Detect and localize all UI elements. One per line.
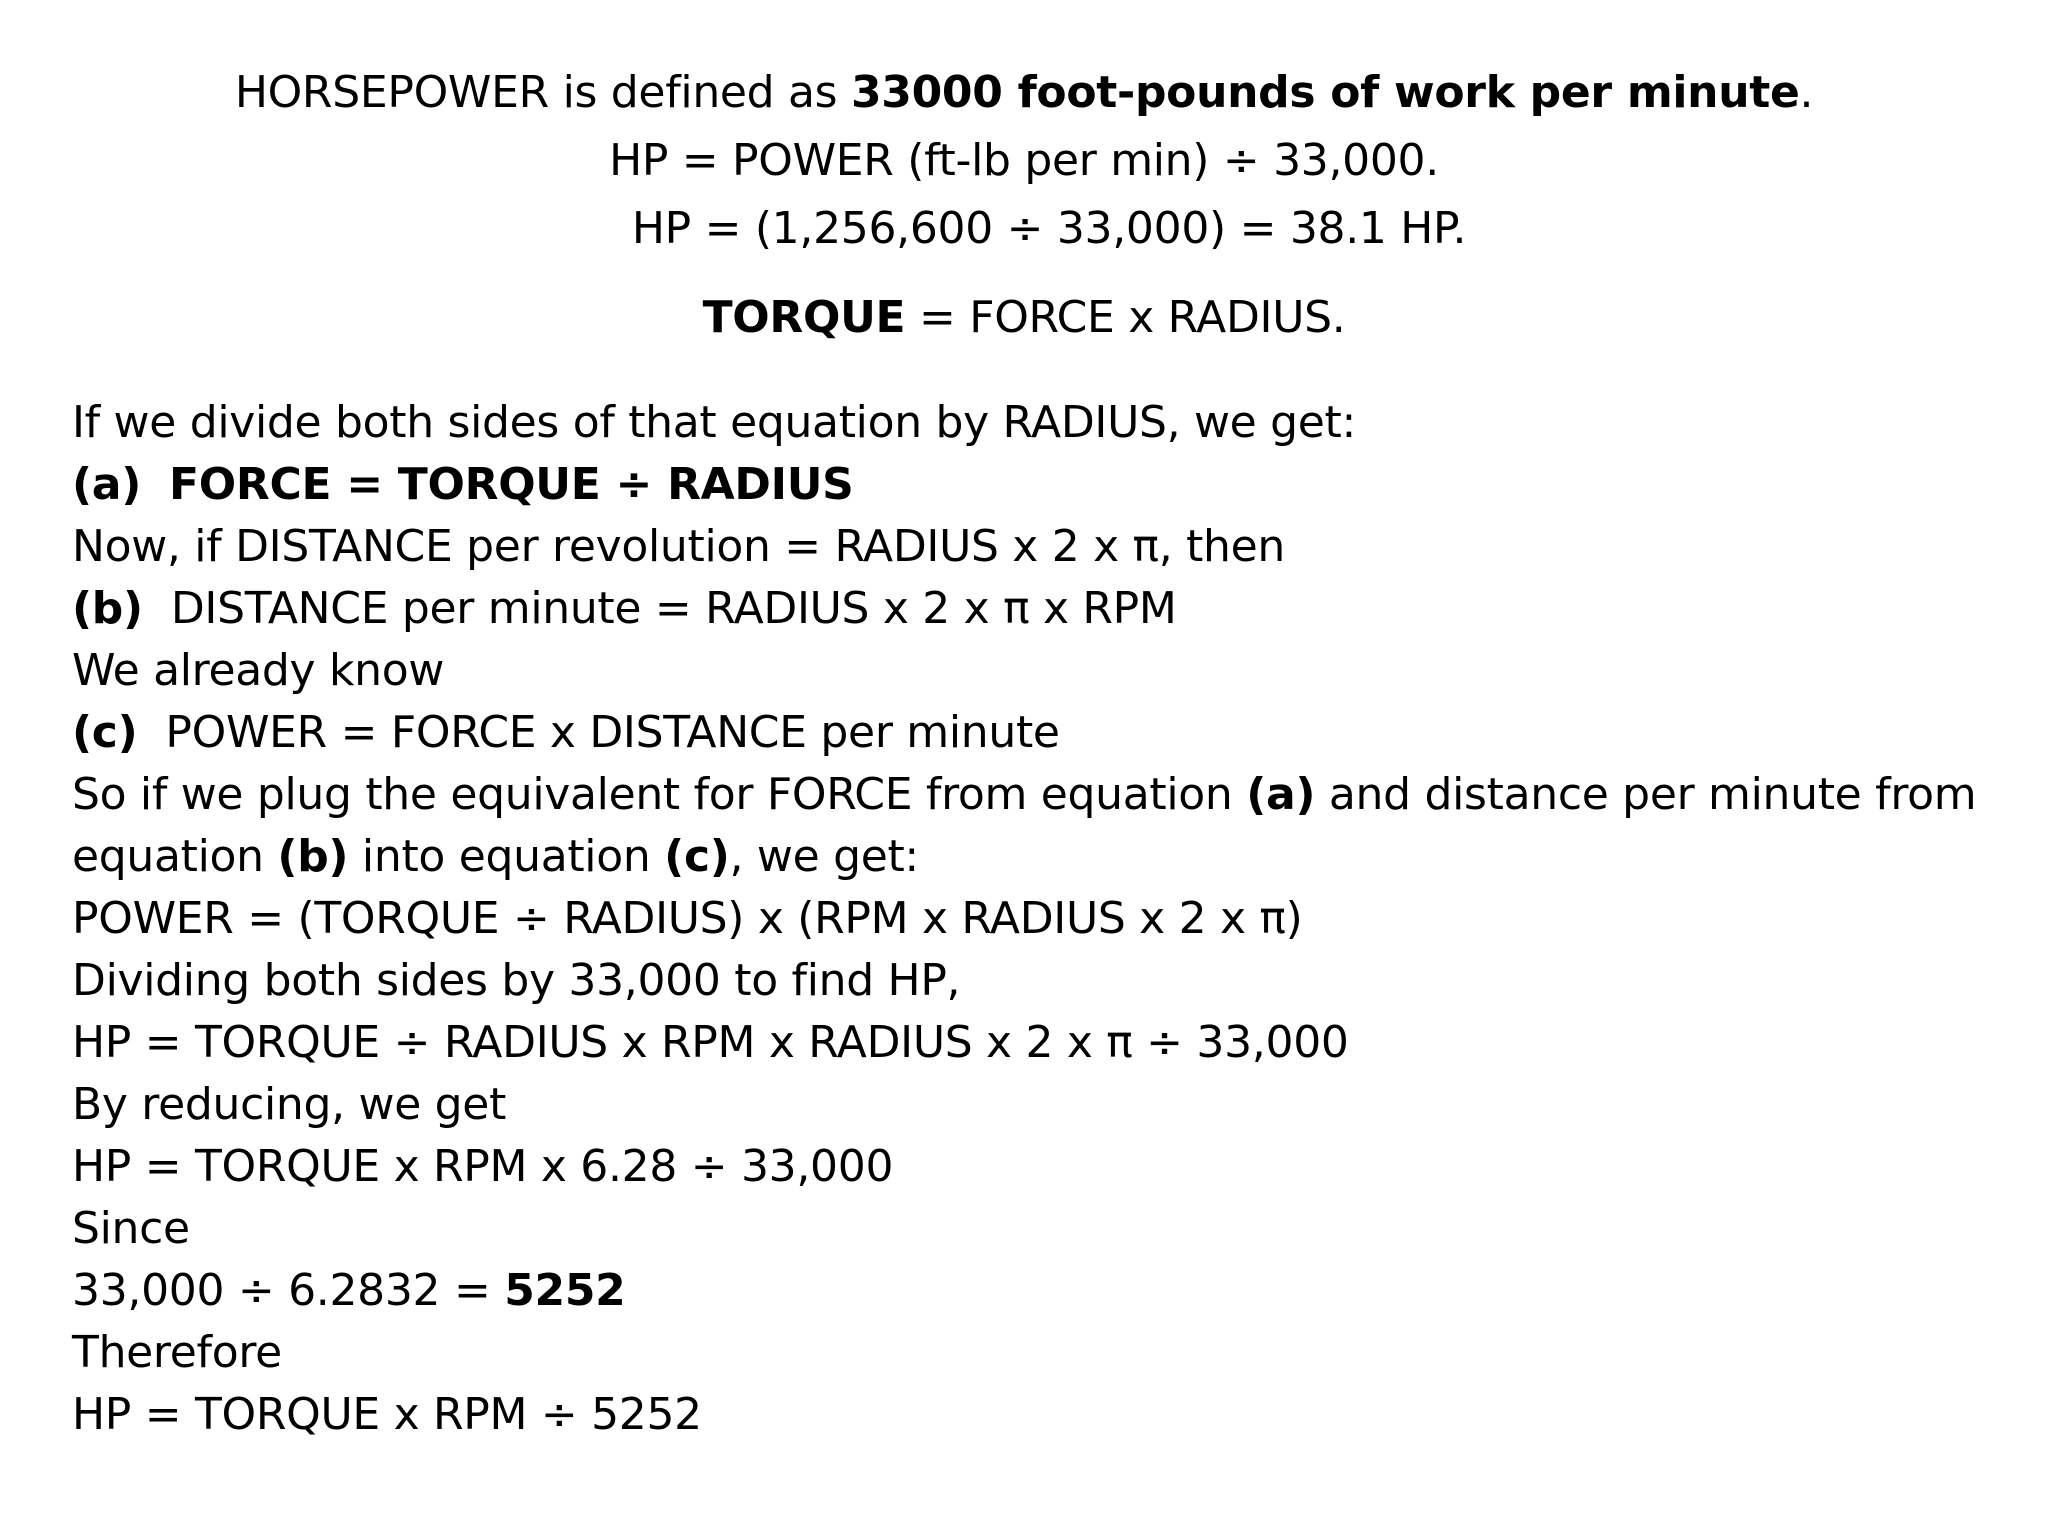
plug-ref-a: (a) xyxy=(1246,769,1316,820)
torque-bold: TORQUE xyxy=(702,292,906,343)
eq-line-post: , we get: xyxy=(729,831,919,882)
hp-formula-line: HP = POWER (ft-lb per min) ÷ 33,000. xyxy=(609,135,1439,186)
constant-pre: 33,000 ÷ 6.2832 = xyxy=(72,1265,505,1316)
hp-full-equation: HP = TORQUE ÷ RADIUS x RPM x RADIUS x 2 x π ÷ 33,000 xyxy=(72,1017,1349,1068)
hp-definition-pre: HORSEPOWER is defined as xyxy=(234,67,851,118)
eq-line-ref-c: (c) xyxy=(664,831,730,882)
derivation-intro: If we divide both sides of that equation by RADIUS, we get: xyxy=(72,397,1357,448)
hp-calculation-line: HP = (1,256,600 ÷ 33,000) = 38.1 HP. xyxy=(631,203,1467,254)
hp-reduced-equation: HP = TORQUE x RPM x 6.28 ÷ 33,000 xyxy=(72,1141,894,1192)
equation-b xyxy=(72,578,1177,640)
plug-post: and distance per minute from xyxy=(1315,769,1977,820)
reducing-line: By reducing, we get xyxy=(72,1079,507,1130)
constant-derivation-line xyxy=(72,1260,625,1322)
already-know-line: We already know xyxy=(72,645,445,696)
equation-a-label: (a) xyxy=(72,459,142,510)
power-combined-equation: POWER = (TORQUE ÷ RADIUS) x (RPM x RADIUS x 2 x π) xyxy=(72,893,1303,944)
equation-b-into-c-line xyxy=(72,826,919,888)
equation-c-label: (c) xyxy=(72,707,138,758)
constant-5252: 5252 xyxy=(504,1265,626,1316)
eq-line-pre: equation xyxy=(72,831,278,882)
torque-definition-line xyxy=(0,287,2048,349)
eq-line-ref-b: (b) xyxy=(277,831,349,882)
plug-equivalent-line xyxy=(72,764,1976,826)
hp-definition-post: . xyxy=(1799,67,1814,118)
hp-definition-bold: 33000 foot-pounds of work per minute xyxy=(850,67,1800,118)
dividing-line: Dividing both sides by 33,000 to find HP, xyxy=(72,955,961,1006)
equation-c xyxy=(72,702,1060,764)
equation-c-text: POWER = FORCE x DISTANCE per minute xyxy=(165,707,1060,758)
eq-line-mid: into equation xyxy=(348,831,665,882)
equation-b-text: DISTANCE per minute = RADIUS x 2 x π x RPM xyxy=(170,583,1177,634)
hp-definition-line xyxy=(0,62,2048,124)
therefore-line: Therefore xyxy=(72,1327,282,1378)
since-line: Since xyxy=(72,1203,190,1254)
distance-per-revolution-line: Now, if DISTANCE per revolution = RADIUS x 2 x π, then xyxy=(72,521,1285,572)
equation-a xyxy=(72,454,854,516)
plug-pre: So if we plug the equivalent for FORCE from equation xyxy=(72,769,1247,820)
equation-a-text: FORCE = TORQUE ÷ RADIUS xyxy=(169,459,854,510)
hp-final-equation: HP = TORQUE x RPM ÷ 5252 xyxy=(72,1389,702,1440)
torque-definition-post: = FORCE x RADIUS. xyxy=(905,292,1346,343)
equation-b-label: (b) xyxy=(72,583,143,634)
